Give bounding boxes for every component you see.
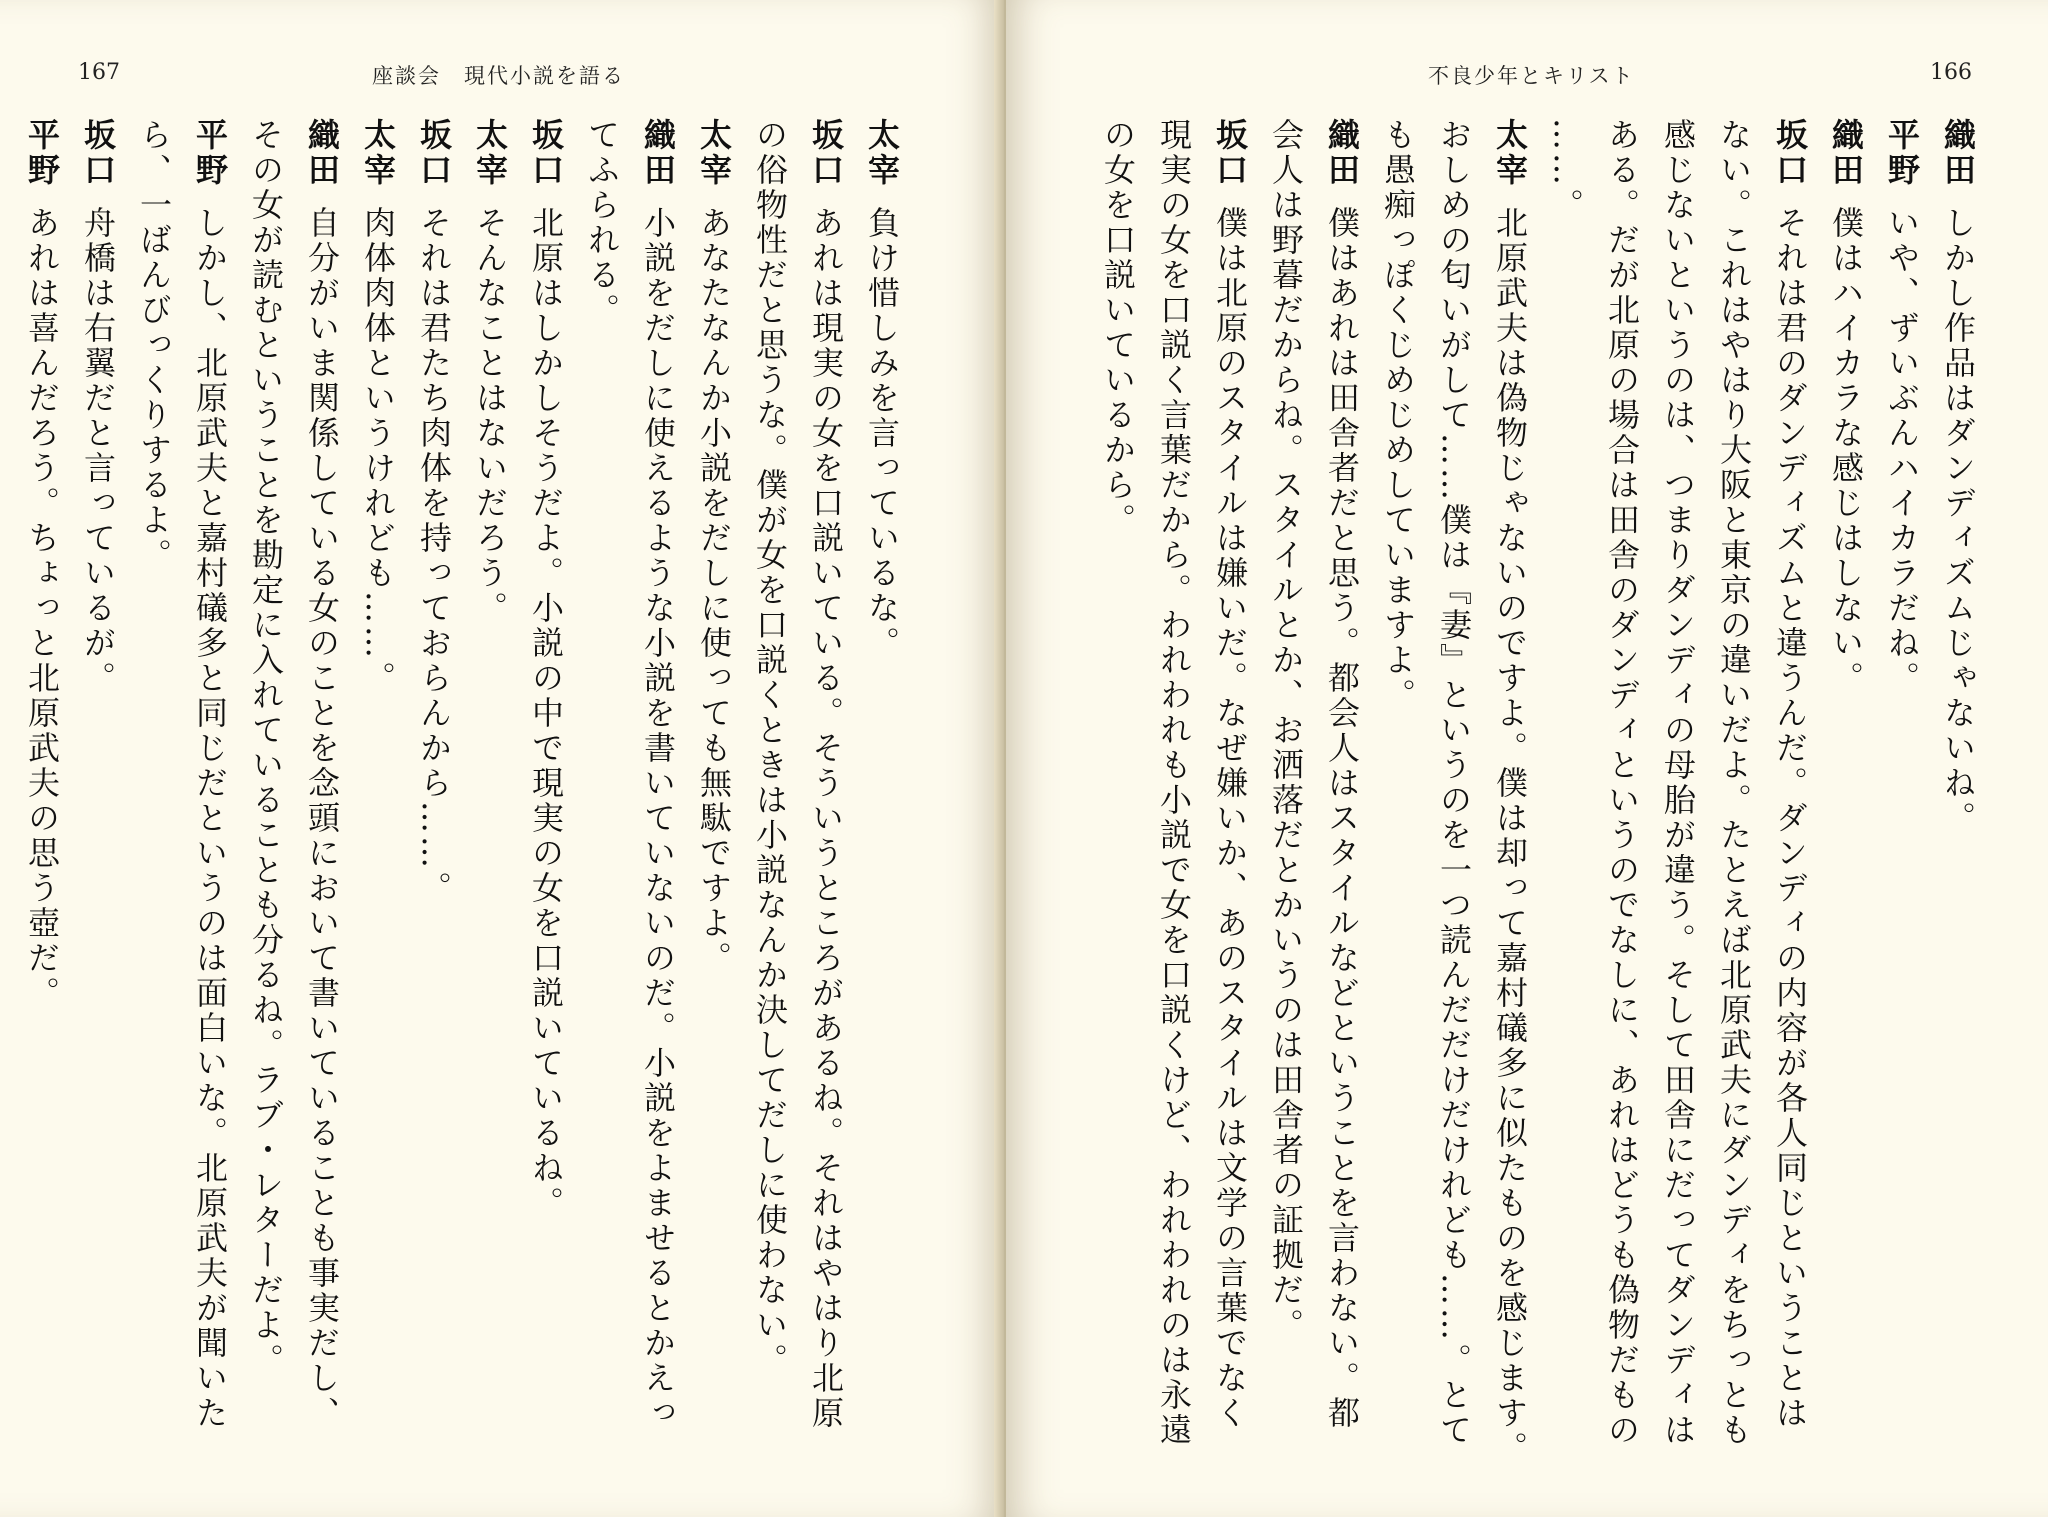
speech-text: 僕はあれは田舎者だと思う。都会人はスタイルなどということを言わない。都 bbox=[1323, 206, 1361, 1431]
speech-text: 僕は北原のスタイルは嫌いだ。なぜ嫌いか、あのスタイルは文学の言葉でなく bbox=[1211, 206, 1249, 1431]
speech-text: 小説をだしに使えるような小説を書いていないのだ。小説をよませるとかえっ bbox=[639, 206, 677, 1431]
speech-text: 自分がいま関係している女のことを念頭において書いていることも事実だし、 bbox=[303, 206, 341, 1431]
right-running-title: 不良少年とキリスト bbox=[1428, 64, 1635, 88]
speech-text: しかし作品はダンディズムじゃないね。 bbox=[1939, 206, 1977, 836]
speech-text: それは君のダンディズムと違うんだ。ダンディの内容が各人同じということは bbox=[1771, 206, 1809, 1431]
speech-text: あなたなんか小説をだしに使っても無駄ですよ。 bbox=[695, 206, 733, 976]
right-page bbox=[1006, 0, 2048, 1517]
speech-text: ない。これはやはり大阪と東京の違いだよ。たとえば北原武夫にダンディをちっとも bbox=[1715, 118, 1753, 1448]
speaker-name: 坂口 bbox=[527, 118, 565, 188]
text-line bbox=[518, 118, 574, 1508]
speaker-name: 織田 bbox=[303, 118, 341, 188]
speaker-name: 太宰 bbox=[471, 118, 509, 188]
speech-text: 会人は野暮だからね。スタイルとか、お洒落だとかいうのは田舎者の証拠だ。 bbox=[1267, 118, 1305, 1343]
left-page-number: 167 bbox=[78, 60, 120, 85]
speaker-name: 坂口 bbox=[1771, 118, 1809, 188]
speaker-name: 織田 bbox=[1827, 118, 1865, 188]
text-line bbox=[1930, 118, 1986, 1508]
text-line bbox=[1146, 118, 1202, 1508]
speech-text: あれは現実の女を口説いている。そういうところがあるね。それはやはり北原 bbox=[807, 206, 845, 1431]
speech-text: も愚痴っぽくじめじめしていますよ。 bbox=[1379, 118, 1417, 713]
text-line bbox=[854, 118, 910, 1508]
speaker-name: 坂口 bbox=[79, 118, 117, 188]
text-line bbox=[1202, 118, 1258, 1508]
text-line bbox=[1762, 118, 1818, 1508]
text-line bbox=[406, 118, 462, 1508]
speaker-name: 平野 bbox=[1883, 118, 1921, 188]
text-line bbox=[742, 118, 798, 1508]
speech-text: そんなことはないだろう。 bbox=[471, 206, 509, 626]
speaker-name: 坂口 bbox=[1211, 118, 1249, 188]
text-line bbox=[126, 118, 182, 1508]
text-line bbox=[1650, 118, 1706, 1508]
speech-text: 肉体肉体というけれども……。 bbox=[359, 206, 397, 696]
speech-text: ある。だが北原の場合は田舎のダンディというのでなしに、あれはどうも偽物だもの bbox=[1603, 118, 1641, 1448]
speech-text: 僕はハイカラな感じはしない。 bbox=[1827, 206, 1865, 696]
speech-text: その女が読むということを勘定に入れていることも分るね。ラブ・レターだよ。 bbox=[247, 118, 285, 1378]
speech-text: おしめの匂いがして……僕は『妻』というのを一つ読んだだけだけれども……。とて bbox=[1435, 118, 1473, 1448]
speech-text: あれは喜んだろう。ちょっと北原武夫の思う壺だ。 bbox=[23, 206, 61, 1011]
speech-text: しかし、北原武夫と嘉村礒多と同じだというのは面白いな。北原武夫が聞いた bbox=[191, 206, 229, 1431]
left-page-body bbox=[23, 118, 910, 1508]
speaker-name: 平野 bbox=[191, 118, 229, 188]
speaker-name: 織田 bbox=[1939, 118, 1977, 188]
text-line bbox=[1258, 118, 1314, 1508]
left-page bbox=[0, 0, 1000, 1517]
text-line bbox=[182, 118, 238, 1508]
right-page-number: 166 bbox=[1930, 60, 1972, 85]
speaker-name: 織田 bbox=[1323, 118, 1361, 188]
text-line bbox=[70, 118, 126, 1508]
text-line bbox=[1538, 118, 1594, 1508]
speaker-name: 坂口 bbox=[807, 118, 845, 188]
text-line bbox=[1874, 118, 1930, 1508]
text-line bbox=[1370, 118, 1426, 1508]
text-line bbox=[574, 118, 630, 1508]
text-line bbox=[630, 118, 686, 1508]
text-line bbox=[1482, 118, 1538, 1508]
speech-text: それは君たち肉体を持っておらんから……。 bbox=[415, 206, 453, 906]
text-line bbox=[1426, 118, 1482, 1508]
speaker-name: 太宰 bbox=[359, 118, 397, 188]
speech-text: の俗物性だと思うな。僕が女を口説くときは小説なんか決してだしに使わない。 bbox=[751, 118, 789, 1378]
left-running-title: 座談会 現代小説を語る bbox=[372, 64, 625, 88]
speaker-name: 太宰 bbox=[695, 118, 733, 188]
speaker-name: 太宰 bbox=[863, 118, 901, 188]
speech-text: 北原はしかしそうだよ。小説の中で現実の女を口説いているね。 bbox=[527, 206, 565, 1221]
text-line bbox=[350, 118, 406, 1508]
speech-text: 現実の女を口説く言葉だから。われわれも小説で女を口説くけど、われわれのは永遠 bbox=[1155, 118, 1193, 1448]
text-line bbox=[294, 118, 350, 1508]
text-line bbox=[1706, 118, 1762, 1508]
text-line bbox=[1594, 118, 1650, 1508]
text-line bbox=[1314, 118, 1370, 1508]
speaker-name: 太宰 bbox=[1491, 118, 1529, 188]
speech-text: 感じないというのは、つまりダンディの母胎が違う。そして田舎にだってダンディは bbox=[1659, 118, 1697, 1448]
speech-text: てふられる。 bbox=[583, 118, 621, 328]
speech-text: 北原武夫は偽物じゃないのですよ。僕は却って嘉村礒多に似たものを感じます。 bbox=[1491, 206, 1529, 1466]
text-line bbox=[1818, 118, 1874, 1508]
speech-text: 負け惜しみを言っているな。 bbox=[863, 206, 901, 661]
speech-text: の女を口説いているから。 bbox=[1099, 118, 1137, 538]
speech-text: ……。 bbox=[1547, 118, 1585, 223]
text-line bbox=[686, 118, 742, 1508]
text-line bbox=[462, 118, 518, 1508]
right-page-body bbox=[1066, 118, 1986, 1508]
text-line bbox=[798, 118, 854, 1508]
speech-text: 舟橋は右翼だと言っているが。 bbox=[79, 206, 117, 696]
text-line bbox=[14, 118, 70, 1508]
speaker-name: 坂口 bbox=[415, 118, 453, 188]
text-line bbox=[238, 118, 294, 1508]
speaker-name: 織田 bbox=[639, 118, 677, 188]
speaker-name: 平野 bbox=[23, 118, 61, 188]
text-line bbox=[1090, 118, 1146, 1508]
speech-text: いや、ずいぶんハイカラだね。 bbox=[1883, 206, 1921, 696]
speech-text: ら、一ばんびっくりするよ。 bbox=[135, 118, 173, 573]
